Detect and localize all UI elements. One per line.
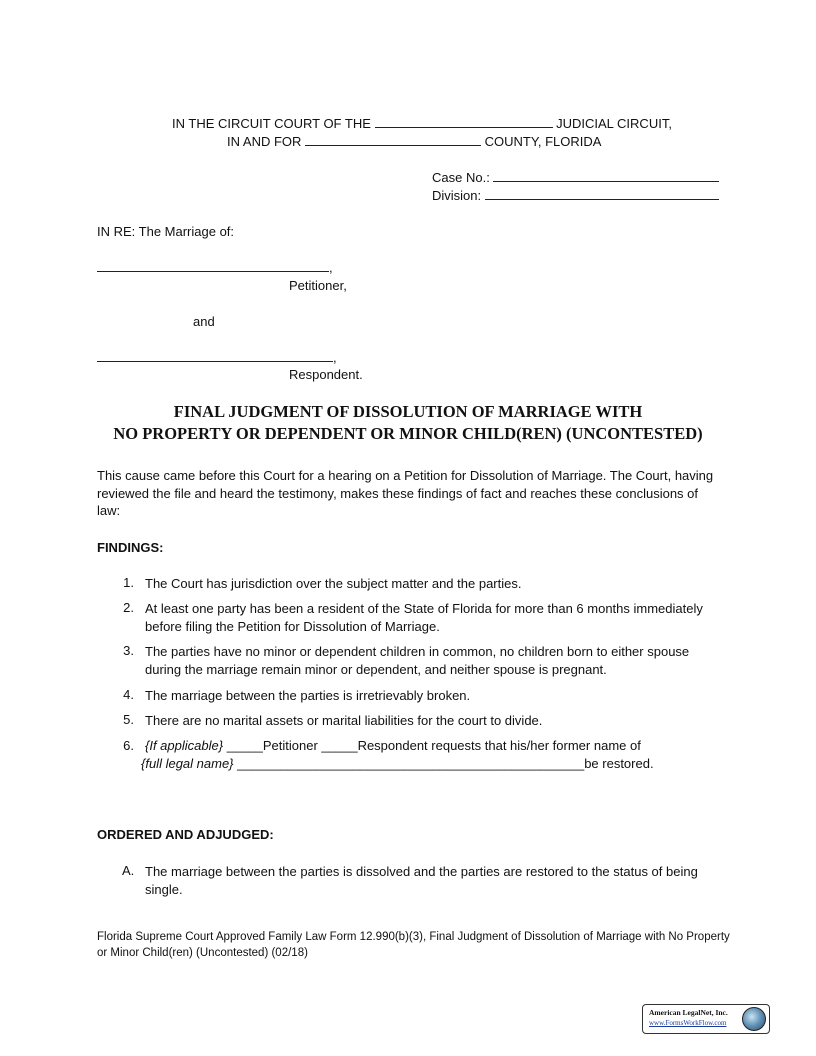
logo-company-name: American LegalNet, Inc. [649,1008,728,1017]
intro-paragraph: This cause came before this Court for a hearing on a Petition for Dissolution of Marriage. The Court, having reviewed the file and heard the testimony, makes these findings of fact and reaches these conclusions of law: [97,468,714,518]
judicial-circuit-field[interactable] [375,116,553,128]
petitioner-option-label: Petitioner [262,738,318,753]
form-footer: Florida Supreme Court Approved Family Law Form 12.990(b)(3), Final Judgment of Dissolution of Marriage with No Property or Minor Child(ren) (Uncontested) (02/18) [97,931,730,959]
petitioner-comma: , [329,260,333,275]
respondent-label: Respondent. [289,367,363,382]
finding-text: At least one party has been a resident of the State of Florida for more than 6 months immediately before filing the Petition for Dissolution of Marriage. [145,601,703,634]
judicial-circuit-label: JUDICIAL CIRCUIT, [556,116,672,131]
if-applicable-label: {If applicable} [145,738,224,753]
finding-text: The parties have no minor or dependent children in common, no children born to either spouse during the marriage remain minor or dependent, and neither spouse is pregnant. [145,644,690,677]
caption-line-1 [172,116,672,131]
finding-number: 2. [123,600,134,615]
and-label: and [193,314,215,329]
respondent-name-row [97,350,337,365]
respondent-comma: , [333,350,337,365]
finding-text: The marriage between the parties is irretrievably broken. [145,688,471,703]
findings-heading: FINDINGS: [97,540,164,555]
petitioner-label: Petitioner, [289,278,347,293]
finding-text: The Court has jurisdiction over the subject matter and the parties. [145,576,522,591]
finding-number: 6. [123,738,134,753]
finding-number: 3. [123,643,134,658]
court-label: IN THE CIRCUIT COURT OF THE [172,116,371,131]
case-no-row [432,170,719,185]
ordered-item-text: The marriage between the parties is dissolved and the parties are restored to the status of being single. [145,864,698,897]
document-title [0,401,816,445]
division-field[interactable] [485,188,719,200]
county-label: COUNTY, FLORIDA [484,134,602,149]
title-line-2: NO PROPERTY OR DEPENDENT OR MINOR CHILD(REN) (UNCONTESTED) [113,424,703,443]
finding-number: 1. [123,575,134,590]
county-field[interactable] [305,134,481,146]
caption-line-2 [227,134,601,149]
be-restored-text: be restored. [584,756,654,771]
respondent-name-field[interactable] [97,350,333,362]
case-no-field[interactable] [493,170,719,182]
division-label: Division: [432,188,482,203]
ordered-heading: ORDERED AND ADJUDGED: [97,827,274,842]
finding-text: There are no marital assets or marital liabilities for the court to divide. [145,713,543,728]
finding-6-line-1 [145,738,641,753]
petitioner-name-row [97,260,333,275]
logo-url[interactable]: www.FormsWorkFlow.com [649,1019,727,1027]
finding-number: 4. [123,687,134,702]
ordered-item-letter: A. [122,863,135,878]
american-legalnet-logo[interactable] [642,1004,770,1034]
respondent-checkbox-blank[interactable]: _____ [321,738,358,753]
county-prefix: IN AND FOR [227,134,302,149]
finding-6-line-2 [141,756,654,771]
title-line-1: FINAL JUDGMENT OF DISSOLUTION OF MARRIAGE WITH [173,402,643,421]
in-re-label: IN RE: The Marriage of: [97,224,235,239]
globe-icon [742,1007,766,1031]
petitioner-checkbox-blank[interactable]: _____ [226,738,263,753]
division-row [432,188,719,203]
petitioner-name-field[interactable] [97,260,329,272]
full-legal-name-label: {full legal name} [141,756,234,771]
respondent-request-text: Respondent requests that his/her former name of [357,738,641,753]
finding-number: 5. [123,712,134,727]
case-no-label: Case No.: [432,170,490,185]
former-name-field[interactable]: ________________________________________________ [237,756,585,771]
